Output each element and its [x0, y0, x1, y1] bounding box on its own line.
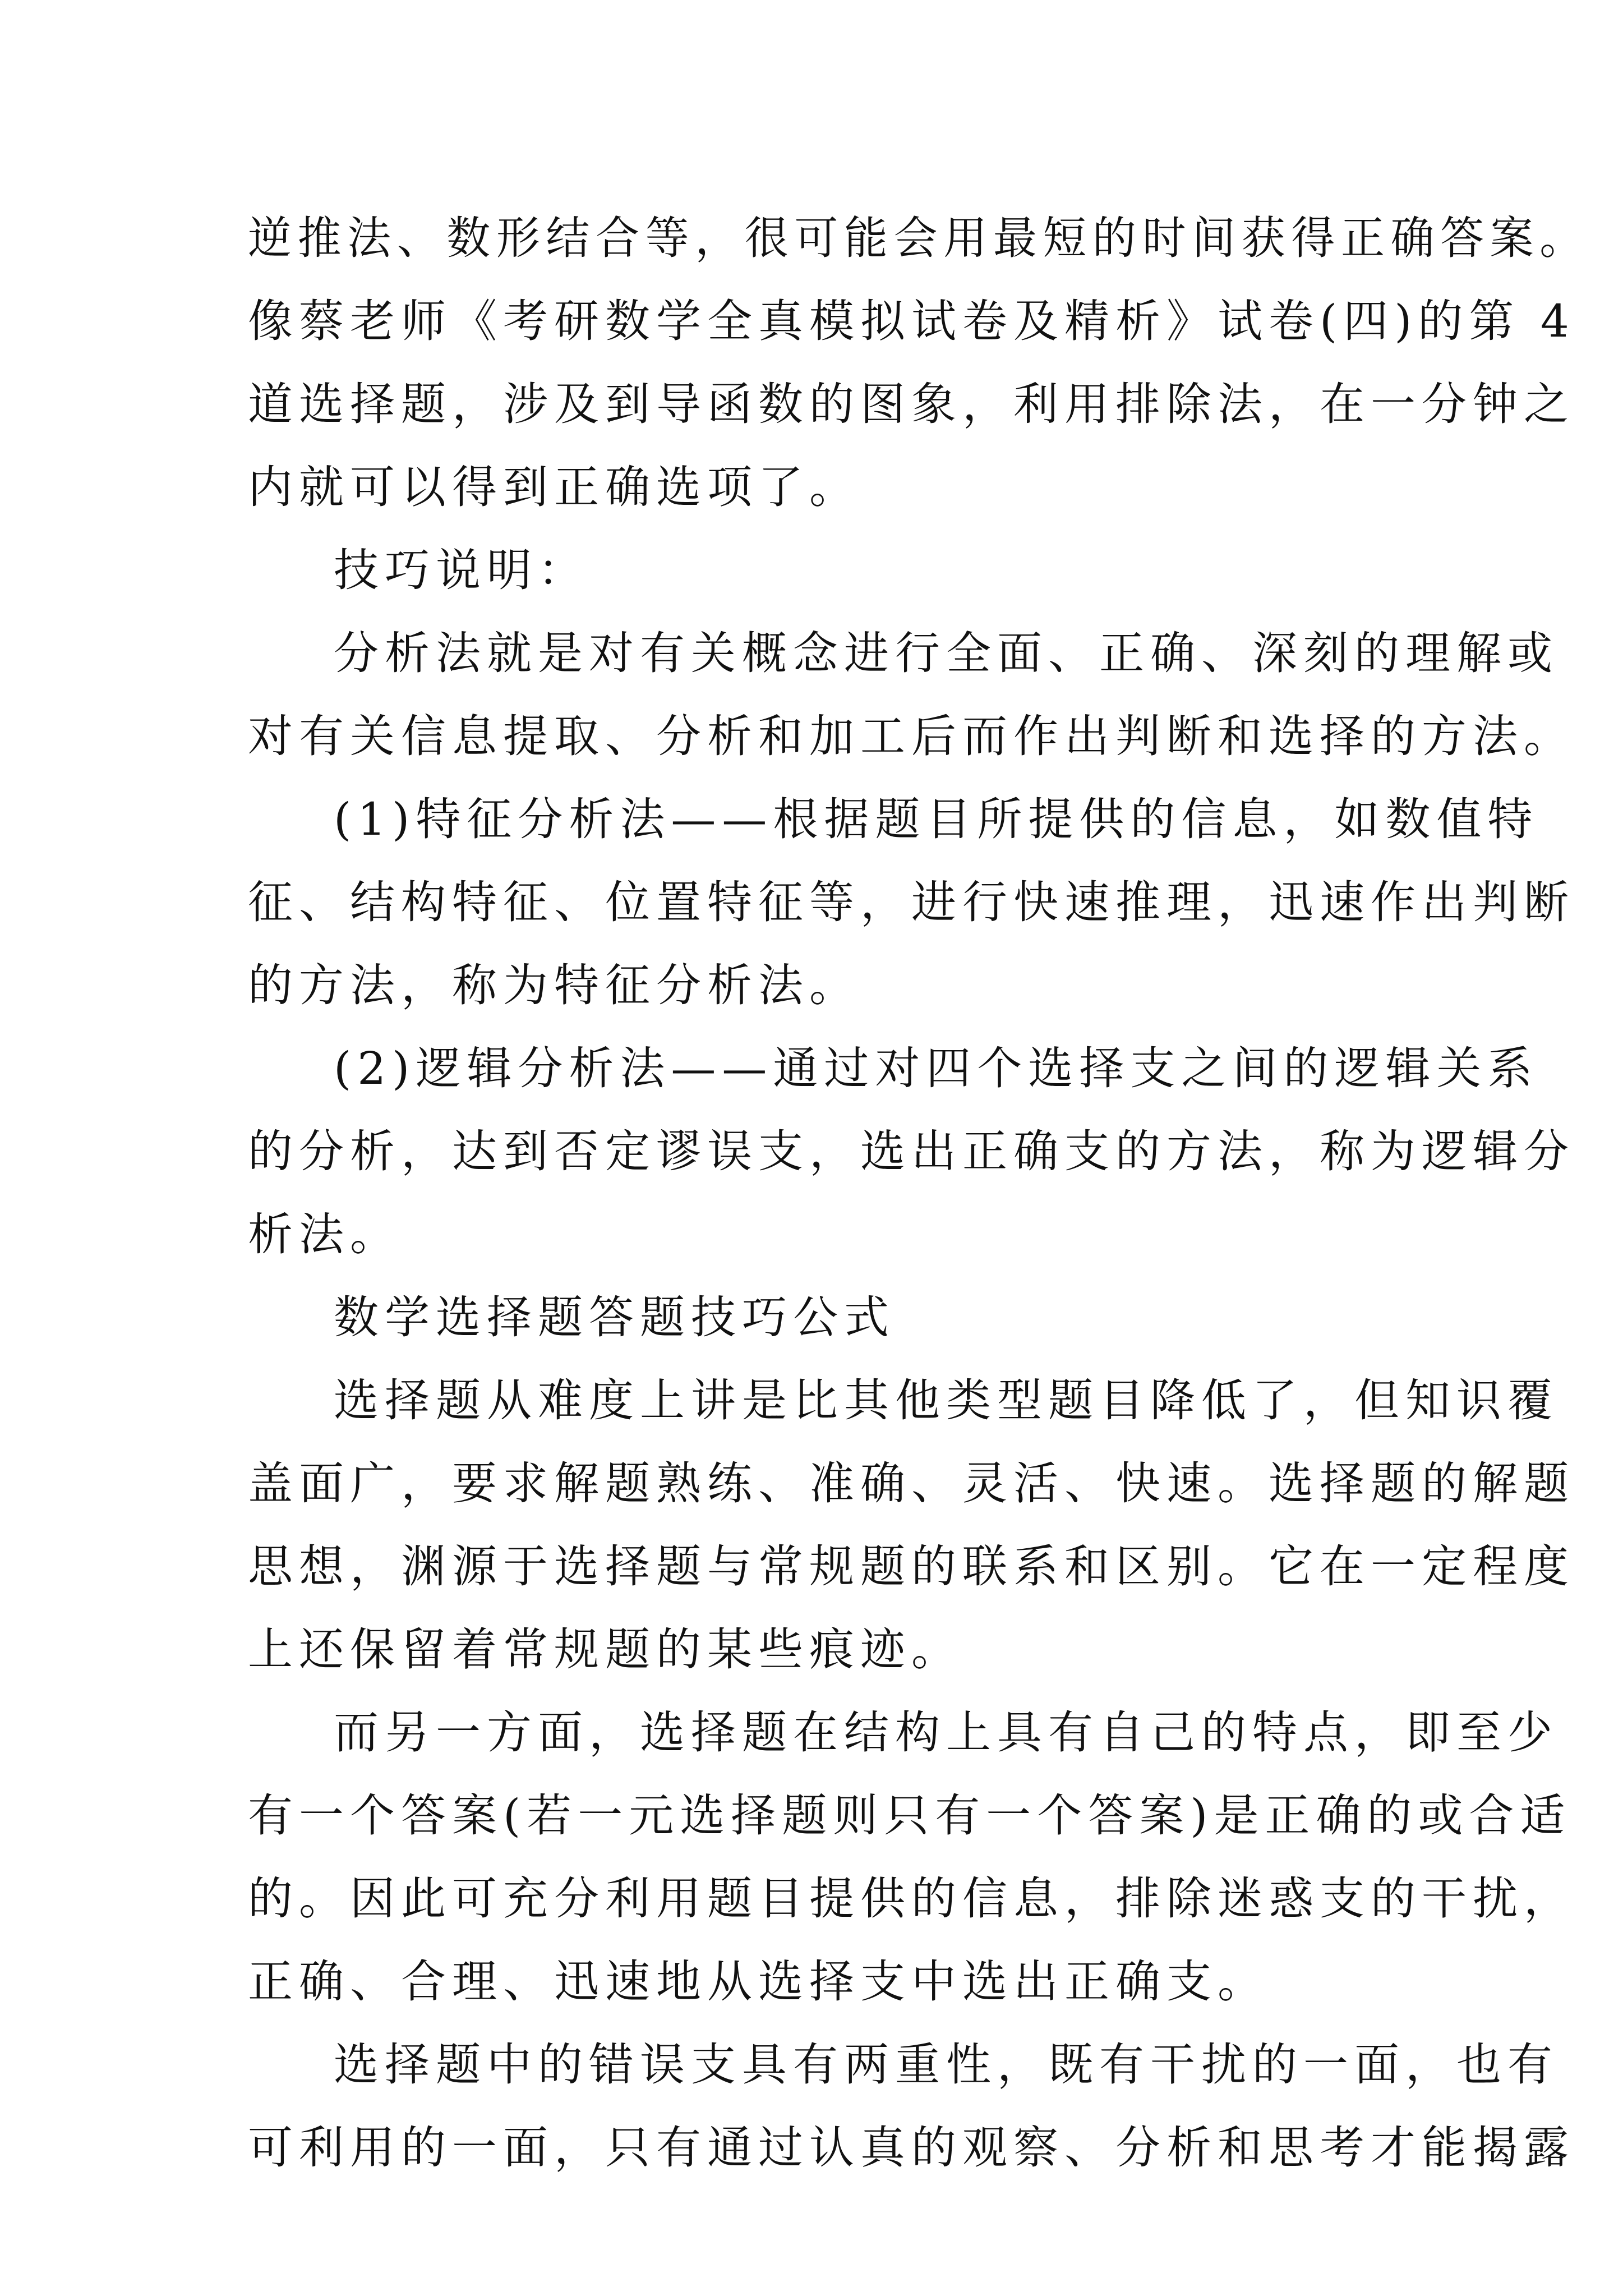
text-line: 内就可以得到正确选项了。: [248, 461, 860, 513]
text-line: 对有关信息提取、分析和加工后而作出判断和选择的方法。: [248, 710, 1575, 762]
section-heading: 技巧说明：: [334, 544, 589, 596]
text-line: 的。因此可充分利用题目提供的信息，排除迷惑支的干扰，: [248, 1872, 1575, 1925]
text-line: 像蔡老师《考研数学全真模拟试卷及精析》试卷(四)的第 4: [248, 295, 1575, 347]
text-line: 思想，渊源于选择题与常规题的联系和区别。它在一定程度: [248, 1540, 1575, 1593]
text-line: 有一个答案(若一元选择题则只有一个答案)是正确的或合适: [248, 1789, 1571, 1842]
text-line: 可利用的一面，只有通过认真的观察、分析和思考才能揭露: [248, 2122, 1575, 2174]
text-line: 征、结构特征、位置特征等，进行快速推理，迅速作出判断: [248, 876, 1575, 928]
section-heading: 数学选择题答题技巧公式: [334, 1291, 895, 1343]
text-line: (1)特征分析法——根据题目所提供的信息，如数值特: [334, 793, 1539, 845]
text-line: 而另一方面，选择题在结构上具有自己的特点，即至少: [334, 1706, 1559, 1759]
text-line: 盖面广，要求解题熟练、准确、灵活、快速。选择题的解题: [248, 1457, 1575, 1510]
text-line: 道选择题，涉及到导函数的图象，利用排除法，在一分钟之: [248, 378, 1575, 430]
text-line: 的方法，称为特征分析法。: [248, 959, 860, 1011]
text-line: 选择题从难度上讲是比其他类型题目降低了，但知识覆: [334, 1374, 1559, 1427]
text-line: 析法。: [248, 1208, 401, 1260]
text-line: (2)逻辑分析法——通过对四个选择支之间的逻辑关系: [334, 1042, 1539, 1094]
text-line: 上还保留着常规题的某些痕迹。: [248, 1623, 962, 1676]
text-line: 逆推法、数形结合等，很可能会用最短的时间获得正确答案。: [248, 212, 1589, 264]
text-line: 分析法就是对有关概念进行全面、正确、深刻的理解或: [334, 627, 1559, 679]
text-line: 正确、合理、迅速地从选择支中选出正确支。: [248, 1955, 1269, 2008]
text-line: 选择题中的错误支具有两重性，既有干扰的一面，也有: [334, 2039, 1559, 2091]
text-line: 的分析，达到否定谬误支，选出正确支的方法，称为逻辑分: [248, 1125, 1575, 1177]
